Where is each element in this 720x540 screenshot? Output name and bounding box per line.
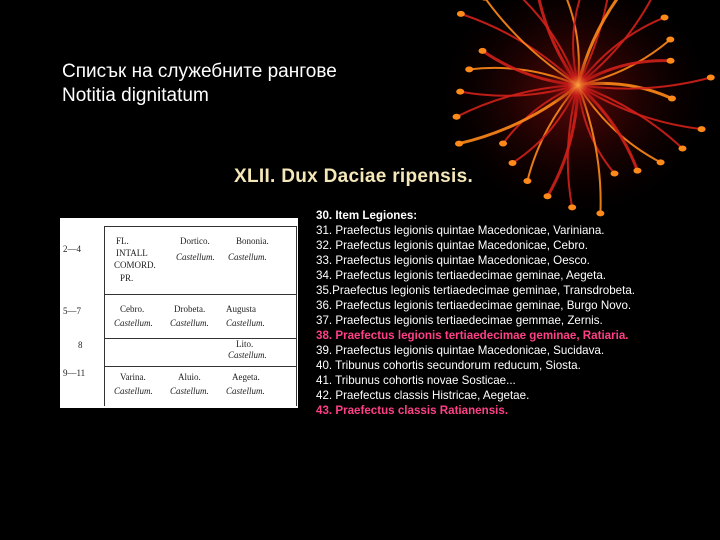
table-cell: Castellum. <box>170 386 209 396</box>
list-item: 36. Praefectus legionis tertiaedecimae geminae, Burgo Novo. <box>316 299 632 312</box>
table-cell: Castellum. <box>114 318 153 328</box>
slide-title-line-1: Списък на служебните рангове <box>62 61 337 82</box>
list-item: 43. Praefectus classis Ratianensis. <box>316 404 509 417</box>
table-cell: Bononia. <box>236 236 269 246</box>
table-cell: Cebro. <box>120 304 145 314</box>
flower-stamen-tip <box>657 159 665 165</box>
flower-stamen-tip <box>668 95 676 101</box>
table-cell: Castellum. <box>228 350 267 360</box>
list-item: 35.Praefectus legionis tertiaedecimae geminae, Transdrobeta. <box>316 284 636 297</box>
row-label: 2—4 <box>63 244 81 254</box>
flower-stamen-tip <box>499 140 507 146</box>
flower-stamen-tip <box>479 48 487 54</box>
list-item: 38. Praefectus legionis tertiaedecimae geminae, Ratiaria. <box>316 329 629 342</box>
flower-stamen-tip <box>661 14 669 20</box>
flower-stamen-tip <box>455 141 463 147</box>
flower-stamen-tip <box>453 114 461 120</box>
slide-title-line-2: Notitia dignitatum <box>62 85 209 106</box>
table-cell: Castellum. <box>114 386 153 396</box>
table-cell: Drobeta. <box>174 304 206 314</box>
flower-stamen-tip <box>678 145 686 151</box>
legion-list <box>316 208 635 418</box>
flower-stamen-tip <box>456 89 464 95</box>
flower-stamen-tip <box>667 58 675 64</box>
flower-stamen-tip <box>509 160 517 166</box>
flower-stamen-tip <box>457 11 465 17</box>
table-divider <box>104 338 296 339</box>
flower-stamen-tip <box>523 178 531 184</box>
list-item: 41. Tribunus cohortis novae Sosticae... <box>316 374 516 387</box>
table-cell: FL. <box>116 236 129 246</box>
table-cell: Varina. <box>120 372 146 382</box>
flower-stamen-tip <box>465 66 473 72</box>
flower-stamen-tip <box>544 193 552 199</box>
table-cell: Aluio. <box>178 372 201 382</box>
slide-title <box>62 60 337 108</box>
list-item: 32. Praefectus legionis quintae Macedonicae, Cebro. <box>316 239 588 252</box>
list-item: 34. Praefectus legionis tertiaedecimae geminae, Aegeta. <box>316 269 607 282</box>
table-cell: COMORD. <box>114 260 156 270</box>
flower-center <box>548 55 608 115</box>
table-cell: INTALL <box>116 248 148 258</box>
table-cell: Lito. <box>236 339 254 349</box>
list-item: 33. Praefectus legionis quintae Macedonicae, Oesco. <box>316 254 590 267</box>
flower-stamen-tip <box>698 126 706 132</box>
table-divider <box>104 226 105 406</box>
row-label: 8 <box>78 340 83 350</box>
table-cell: Aegeta. <box>232 372 260 382</box>
table-divider <box>104 226 296 227</box>
flower-stamen-tip <box>610 170 618 176</box>
table-cell: Castellum. <box>176 252 215 262</box>
table-cell: Castellum. <box>226 318 265 328</box>
table-cell: Castellum. <box>228 252 267 262</box>
flower-stamen-tip <box>707 74 715 80</box>
list-item: 31. Praefectus legionis quintae Macedonicae, Variniana. <box>316 224 605 237</box>
table-cell: Augusta <box>226 304 256 314</box>
manuscript-table-image <box>60 218 298 408</box>
list-item: 37. Praefectus legionis tertiaedecimae gemmae, Zernis. <box>316 314 603 327</box>
list-item: 42. Praefectus classis Histricae, Aegetae. <box>316 389 530 402</box>
table-cell: Castellum. <box>226 386 265 396</box>
table-cell: PR. <box>120 273 134 283</box>
flower-stamen-tip <box>666 37 674 43</box>
row-label: 5—7 <box>63 306 81 316</box>
table-cell: Dortico. <box>180 236 210 246</box>
table-divider <box>296 226 297 406</box>
list-item: 30. Item Legiones: <box>316 209 418 222</box>
row-label: 9—11 <box>63 368 86 378</box>
section-heading: XLII. Dux Daciae ripensis. <box>234 166 474 187</box>
table-cell: Castellum. <box>170 318 209 328</box>
list-item: 40. Tribunus cohortis secundorum reducum, Siosta. <box>316 359 581 372</box>
flower-stamen-tip <box>633 168 641 174</box>
table-divider <box>104 366 296 367</box>
table-divider <box>104 294 296 295</box>
list-item: 39. Praefectus legionis quintae Macedonicae, Sucidava. <box>316 344 605 357</box>
